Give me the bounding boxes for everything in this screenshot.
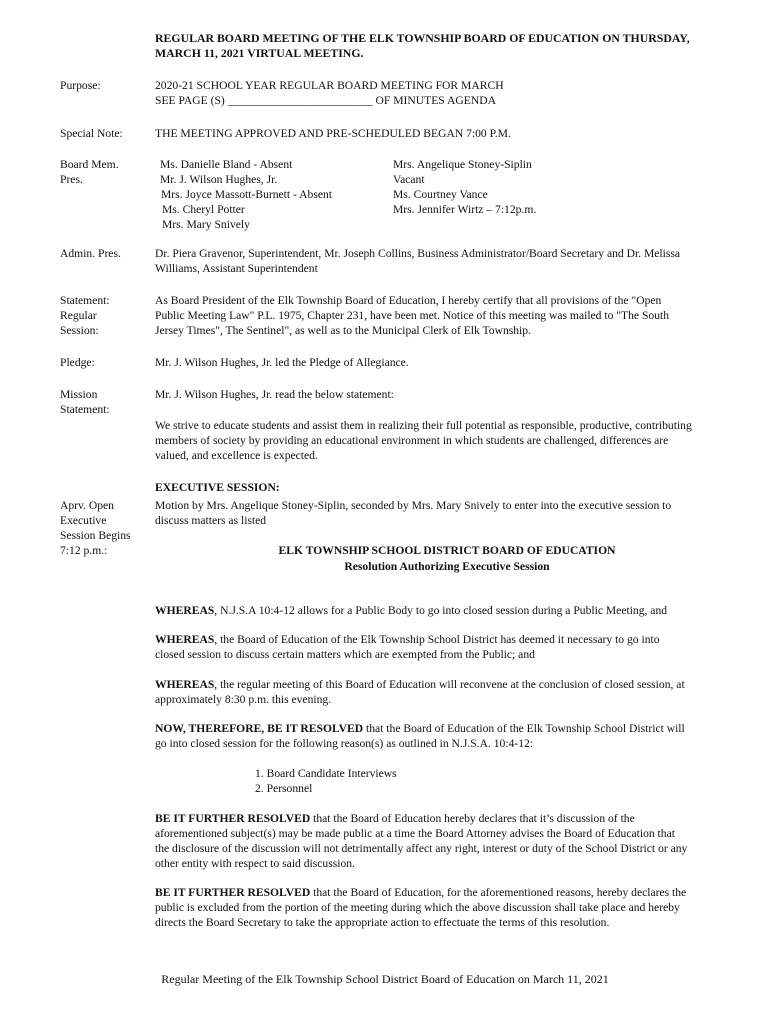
admin-label: Admin. Pres. (60, 247, 121, 260)
special-note-text: THE MEETING APPROVED AND PRE-SCHEDULED BEGAN 7:00 P.M. (155, 127, 511, 140)
admin-line-2: Williams, Assistant Superintendent (155, 262, 318, 275)
purpose-line-1: 2020-21 SCHOOL YEAR REGULAR BOARD MEETING FOR MARCH (155, 79, 504, 92)
further-resolved-text: that the Board of Education hereby declares that it’s discussion of the (310, 812, 635, 825)
further-resolved-text: aforementioned subject(s) may be made public at a time the Board Attorney advises the Board of Education that (155, 827, 675, 840)
whereas-keyword: WHEREAS (155, 678, 215, 691)
page-footer: Regular Meeting of the Elk Township School District Board of Education on March 11, 2021 (161, 972, 609, 986)
statement-label-line: Session: (60, 324, 99, 337)
whereas-text: , the regular meeting of this Board of Education will reconvene at the conclusion of closed session, at (214, 678, 685, 691)
member-name: Mrs. Angelique Stoney-Siplin (393, 158, 532, 171)
board-members-label (60, 157, 152, 187)
statement-text (155, 293, 739, 338)
member-name: Mrs. Joyce Massott-Burnett - Absent (161, 188, 332, 201)
executive-label-line: Executive (60, 514, 107, 527)
admin-line-1: Dr. Piera Gravenor, Superintendent, Mr. Joseph Collins, Business Administrator/Board Secretary and Dr. Melissa (155, 247, 681, 260)
mission-intro: Mr. J. Wilson Hughes, Jr. read the below statement: (155, 388, 394, 401)
mission-label (60, 387, 152, 417)
statement-label (60, 293, 152, 338)
resolved-keyword: NOW, THEREFORE, BE IT RESOLVED (155, 722, 364, 735)
member-name: Ms. Danielle Bland - Absent (160, 158, 293, 171)
statement-line: Jersey Times", The Sentinel", as well as to the Municipal Clerk of Elk Township. (155, 324, 531, 337)
whereas-text: approximately 8:30 p.m. this evening. (155, 693, 332, 706)
further-resolved-paragraph-2 (155, 885, 739, 930)
member-name: Ms. Courtney Vance (393, 188, 488, 201)
member-name: Mrs. Mary Snively (162, 218, 250, 231)
further-resolved-keyword: BE IT FURTHER RESOLVED (155, 886, 311, 899)
executive-label-line: Session Begins (60, 529, 131, 542)
further-resolved-text: public is excluded from the portion of the meeting during which the above discussion shall take place and hereby (155, 901, 680, 914)
resolved-paragraph (155, 721, 739, 751)
member-name: Mr. J. Wilson Hughes, Jr. (160, 173, 278, 186)
members-list-right (393, 157, 653, 217)
board-members-label-line-1: Board Mem. (60, 158, 119, 171)
reasons-list (255, 766, 555, 796)
board-members-section (60, 157, 750, 237)
whereas-keyword: WHEREAS (155, 604, 215, 617)
resolution-heading-1: ELK TOWNSHIP SCHOOL DISTRICT BOARD OF EDUCATION (278, 544, 616, 557)
motion-line-1: Motion by Mrs. Angelique Stoney-Siplin, seconded by Mrs. Mary Snively to enter into the executive session to (155, 499, 672, 512)
statement-line: As Board President of the Elk Township Board of Education, I hereby certify that all provisions of the "Open (155, 294, 662, 307)
executive-label-line: Aprv. Open (60, 499, 114, 512)
further-resolved-text: other entity with respect to said discussion. (155, 857, 355, 870)
member-name: Mrs. Jennifer Wirtz – 7:12p.m. (393, 203, 537, 216)
list-item: 2. Personnel (255, 782, 313, 795)
whereas-paragraph-1 (155, 603, 739, 618)
member-name: Vacant (393, 173, 425, 186)
list-item: 1. Board Candidate Interviews (255, 767, 397, 780)
mission-statement-text (155, 418, 739, 463)
statement-label-line: Statement: (60, 294, 110, 307)
whereas-text: closed session to discuss certain matters which are exempted from the Public; and (155, 648, 535, 661)
members-list-left (160, 157, 390, 232)
statement-line: Public Meeting Law" P.L. 1975, Chapter 231, have been met. Notice of this meeting was mailed to "The South (155, 309, 670, 322)
whereas-paragraph-2 (155, 632, 739, 662)
further-resolved-text: the disclosure of the discussion will not detrimentally affect any right, interest or duty of the School District or any (155, 842, 688, 855)
statement-label-line: Regular (60, 309, 97, 322)
executive-motion (155, 498, 739, 528)
executive-label-line: 7:12 p.m.: (60, 544, 108, 557)
whereas-paragraph-3 (155, 677, 739, 707)
further-resolved-keyword: BE IT FURTHER RESOLVED (155, 812, 311, 825)
admin-text (155, 246, 739, 276)
mission-line: members of society by providing an educational environment in which students are challenged, differences are (155, 434, 669, 447)
whereas-keyword: WHEREAS (155, 633, 215, 646)
title-line-1: REGULAR BOARD MEETING OF THE ELK TOWNSHIP BOARD OF EDUCATION ON THURSDAY, (155, 31, 690, 45)
mission-line: valued, and excellence is expected. (155, 449, 318, 462)
whereas-text: , the Board of Education of the Elk Township School District has deemed it necessary to go into (214, 633, 660, 646)
special-note-label: Special Note: (60, 127, 123, 140)
member-name: Ms. Cheryl Potter (162, 203, 245, 216)
resolved-text: that the Board of Education of the Elk Township School District will (363, 722, 685, 735)
executive-label (60, 498, 154, 558)
pledge-text: Mr. J. Wilson Hughes, Jr. led the Pledge of Allegiance. (155, 356, 409, 369)
motion-line-2: discuss matters as listed (155, 514, 267, 527)
resolved-text: go into closed session for the following reason(s) as outlined in N.J.S.A. 10:4-12: (155, 737, 534, 750)
further-resolved-paragraph-1 (155, 811, 739, 871)
board-members-label-line-2: Pres. (60, 173, 83, 186)
title-line-2: MARCH 11, 2021 VIRTUAL MEETING. (155, 46, 364, 60)
pledge-label: Pledge: (60, 356, 95, 369)
mission-label-line-1: Mission (60, 388, 98, 401)
further-resolved-text: that the Board of Education, for the aforementioned reasons, hereby declares the (310, 886, 687, 899)
meeting-title (155, 31, 745, 61)
further-resolved-text: directs the Board Secretary to take the appropriate action to effectuate the terms of this resolution. (155, 916, 610, 929)
purpose-label: Purpose: (60, 79, 101, 92)
purpose-line-2: SEE PAGE (S) _________________________ OF MINUTES AGENDA (155, 94, 496, 107)
mission-label-line-2: Statement: (60, 403, 110, 416)
mission-line: We strive to educate students and assist them in realizing their full potential as responsible, productive, contributing (155, 419, 692, 432)
resolution-heading-2: Resolution Authorizing Executive Session (344, 560, 550, 573)
whereas-text: , N.J.S.A 10:4-12 allows for a Public Body to go into closed session during a Public Meeting, and (214, 604, 668, 617)
purpose-text (155, 78, 739, 108)
executive-session-heading: EXECUTIVE SESSION: (155, 481, 280, 494)
